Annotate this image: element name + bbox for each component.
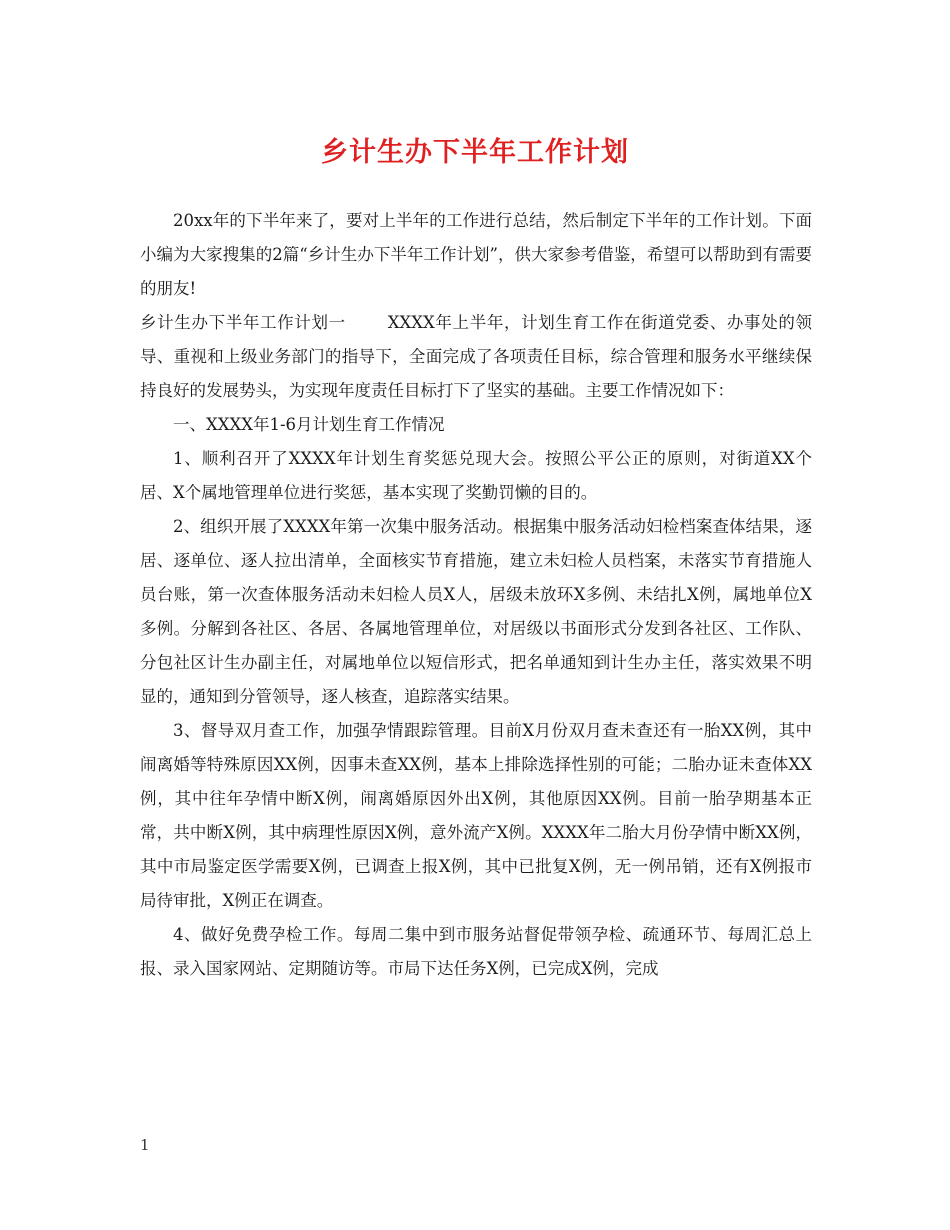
page-number: 1 [140,1136,150,1154]
list-item-1: 1、顺利召开了XXXX年计划生育奖惩兑现大会。按照公平公正的原则，对街道XX个居、X个属地管理单位进行奖惩，基本实现了奖勤罚懒的目的。 [140,449,812,502]
list-item-2: 2、组织开展了XXXX年第一次集中服务活动。根据集中服务活动妇检档案查体结果，逐居、逐单位、逐人拉出清单，全面核实节育措施，建立未妇检人员档案，未落实节育措施人员台账，第一次查体服务活动未妇检人员X人，居级未放环X多例、未结扎X例，属地单位X多例。分解到各社区、各居、各属地管理单位，对居级以书面形式分发到各社区、工作队、分包社区计生办副主任，对属地单位以短信形式，把名单通知到计生办主任，落实效果不明显的，通知到分管领导，逐人核查，追踪落实结果。 [140,517,812,706]
list-item-3: 3、督导双月查工作，加强孕情跟踪管理。目前X月份双月查未查还有一胎XX例，其中闹离婚等特殊原因XX例，因事未查XX例，基本上排除选择性别的可能；二胎办证未查体XX例，其中往年孕情中断X例，闹离婚原因外出X例，其他原因XX例。目前一胎孕期基本正常，共中断X例，其中病理性原因X例，意外流产X例。XXXX年二胎大月份孕情中断XX例，其中市局鉴定医学需要X例，已调查上报X例，其中已批复X例，无一例吊销，还有X例报市局待审批，X例正在调查。 [140,721,812,910]
plan-paragraph [140,306,812,408]
plan-heading: 乡计生办下半年工作计划一 [140,313,346,332]
section-heading-1: 一、XXXX年1-6月计划生育工作情况 [173,415,445,434]
plan-intro-text: XXXX年上半年，计划生育工作在街道党委、办事处的领导、重视和上级业务部门的指导下，全面完成了各项责任目标，综合管理和服务水平继续保持良好的发展势头，为实现年度责任目标打下了坚实的基础。主要工作情况如下： [140,313,812,400]
document-body [140,204,812,986]
intro-paragraph: 20xx年的下半年来了，要对上半年的工作进行总结，然后制定下半年的工作计划。下面小编为大家搜集的2篇“乡计生办下半年工作计划”，供大家参考借鉴，希望可以帮助到有需要的朋友! [140,211,812,298]
document-title: 乡计生办下半年工作计划 [321,137,629,168]
list-item-4: 4、做好免费孕检工作。每周二集中到市服务站督促带领孕检、疏通环节、每周汇总上报、录入国家网站、定期随访等。市局下达任务X例，已完成X例，完成 [140,925,812,978]
